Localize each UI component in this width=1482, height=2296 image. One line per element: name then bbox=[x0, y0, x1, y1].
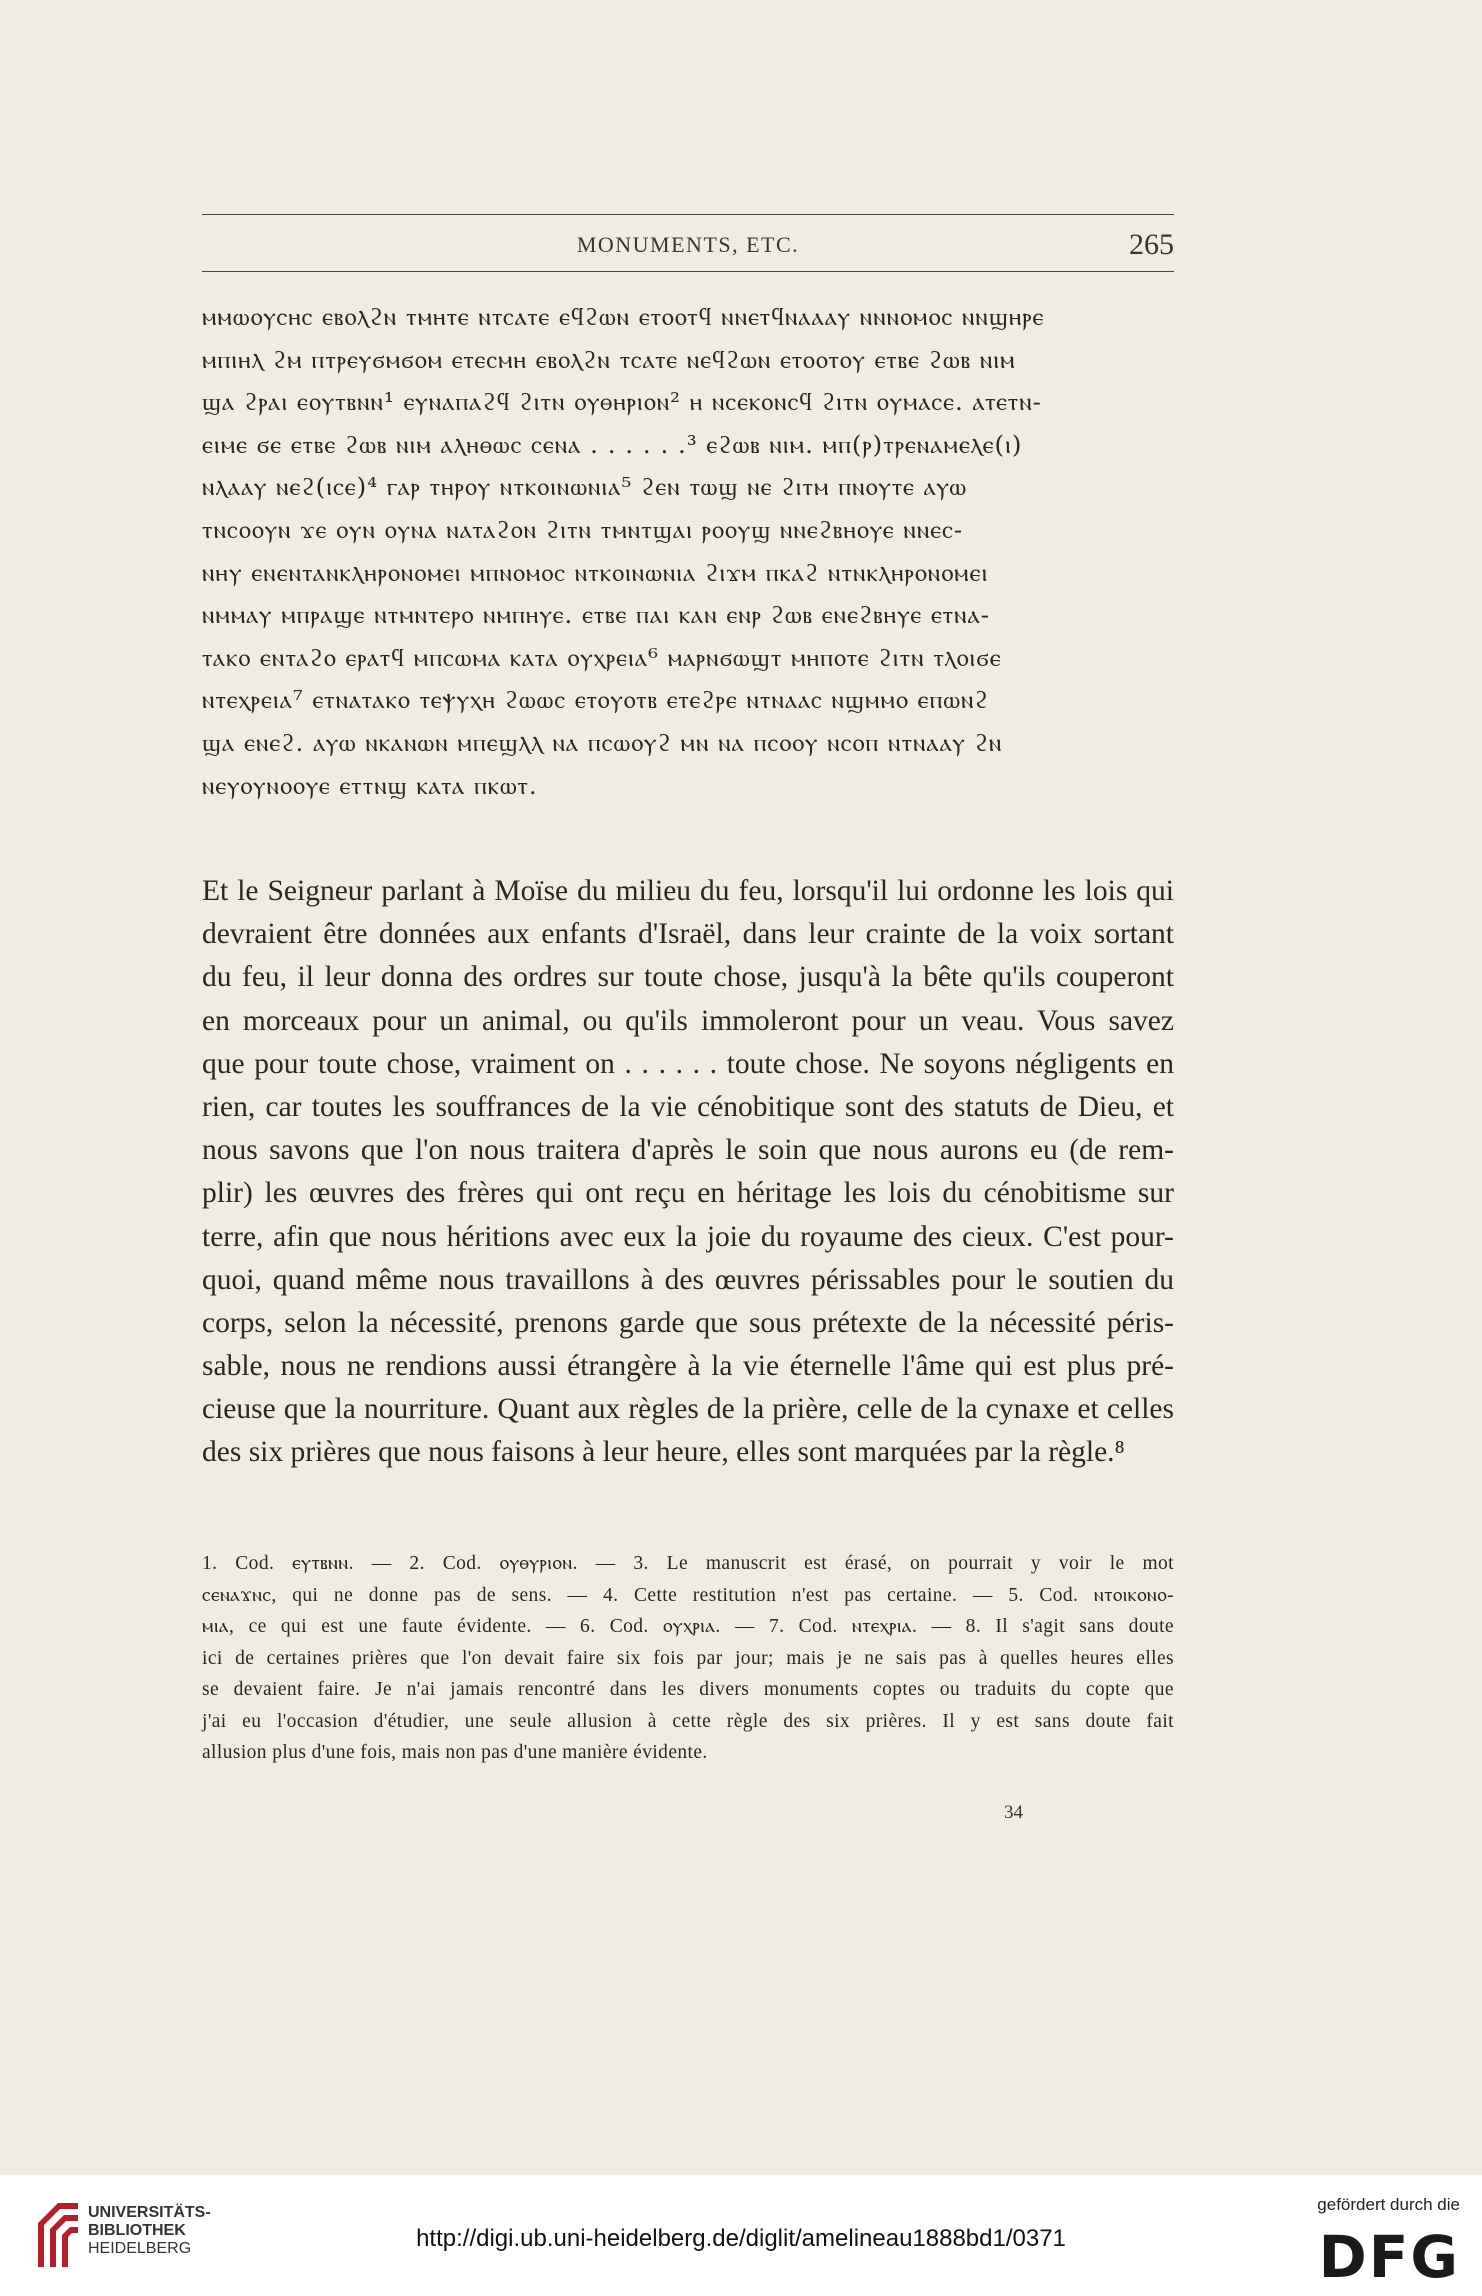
library-name-line: BIBLIOTHEK bbox=[88, 2222, 186, 2239]
footnote-line: 1. Cod. ⲉⲩⲧⲃⲛⲛ. — 2. Cod. ⲟⲩⲑⲩⲣⲓⲟⲛ. — 3. Le manuscrit est érasé, on pourrait y voir le mot bbox=[202, 1553, 1174, 1574]
french-line: Et le Seigneur parlant à Moïse du milieu du feu, lorsqu'il lui ordonne les lois qui bbox=[202, 875, 1174, 907]
coptic-line: ⲛⲗⲁⲁⲩ ⲛⲉϩ(ⲓⲥⲉ)⁴ ⲅⲁⲣ ⲧⲏⲣⲟⲩ ⲛⲧⲕⲟⲓⲛⲱⲛⲓⲁ⁵ ϩⲉⲛ ⲧⲱϣ ⲛⲉ ϩⲓⲧⲙ ⲡⲛⲟⲩⲧⲉ ⲁⲩⲱ bbox=[202, 472, 968, 502]
coptic-line: ⲛⲉⲩⲟⲩⲛⲟⲟⲩⲉ ⲉⲧⲧⲛϣ ⲕⲁⲧⲁ ⲡⲕⲱⲧ. bbox=[202, 770, 538, 800]
coptic-line: ⲧⲁⲕⲟ ⲉⲛⲧⲁϩⲟ ⲉⲣⲁⲧϥ ⲙⲡⲥⲱⲙⲁ ⲕⲁⲧⲁ ⲟⲩⲭⲣⲉⲓⲁ⁶ ⲙⲁⲣⲛϭⲱϣⲧ ⲙⲏⲡⲟⲧⲉ ϩⲓⲧⲛ ⲧⲗⲟⲓϭⲉ bbox=[202, 642, 1002, 672]
french-line: terre, afin que nous héritions avec eux la joie du royaume des cieux. C'est pour- bbox=[202, 1220, 1174, 1253]
coptic-line: ⲙⲡⲓⲏⲗ ϩⲙ ⲡⲧⲣⲉⲩϭⲙϭⲟⲙ ⲉⲧⲉⲥⲙⲏ ⲉⲃⲟⲗϩⲛ ⲧⲥⲁⲧⲉ ⲛⲉϥϩⲱⲛ ⲉⲧⲟⲟⲧⲟⲩ ⲉⲧⲃⲉ ϩⲱⲃ ⲛⲓⲙ bbox=[202, 344, 1016, 374]
french-line: en morceaux pour un animal, ou qu'ils immoleront pour un veau. Vous savez bbox=[202, 1004, 1174, 1037]
dfg-logo: DFG bbox=[1318, 2223, 1460, 2291]
french-line: nous savons que l'on nous traitera d'après le soin que nous aurons eu (de rem- bbox=[202, 1134, 1174, 1167]
source-url-link[interactable]: http://digi.ub.uni-heidelberg.de/diglit/amelineau1888bd1/0371 bbox=[416, 2225, 1066, 2252]
french-line: rien, car toutes les souffrances de la vie cénobitique sont des statuts de Dieu, et bbox=[202, 1090, 1174, 1123]
french-line: plir) les œuvres des frères qui ont reçu en héritage les lois du cénobitisme sur bbox=[202, 1177, 1174, 1210]
footnotes-block bbox=[202, 1548, 1174, 1769]
french-line: du feu, il leur donna des ordres sur toute chose, jusqu'à la bête qu'ils couperont bbox=[202, 961, 1174, 994]
header-bottom-rule bbox=[202, 271, 1174, 272]
footnote-line: allusion plus d'une fois, mais non pas d'une manière évidente. bbox=[202, 1742, 708, 1763]
page-number: 265 bbox=[1129, 228, 1174, 261]
coptic-line: ϣⲁ ⲉⲛⲉϩ. ⲁⲩⲱ ⲛⲕⲁⲛⲱⲛ ⲙⲡⲉϣⲗⲗ ⲛⲁ ⲡⲥⲱⲟⲩϩ ⲙⲛ ⲛⲁ ⲡⲥⲟⲟⲩ ⲛⲥⲟⲡ ⲛⲧⲛⲁⲁⲩ ϩⲛ bbox=[202, 727, 1003, 757]
coptic-line: ⲧⲛⲥⲟⲟⲩⲛ ϫⲉ ⲟⲩⲛ ⲟⲩⲛⲁ ⲛⲁⲧⲁϩⲟⲛ ϩⲓⲧⲛ ⲧⲙⲛⲧϣⲁⲓ ⲣⲟⲟⲩϣ ⲛⲛⲉϩⲃⲏⲟⲩⲉ ⲛⲛⲉⲥ- bbox=[202, 514, 964, 544]
footnote-line: ⲥⲉⲛⲁϫⲛⲥ, qui ne donne pas de sens. — 4. Cette restitution n'est pas certaine. — 5. Cod. ⲛⲧⲟⲓⲕⲟⲛⲟ- bbox=[202, 1584, 1174, 1606]
french-line: quoi, quand même nous travaillons à des œuvres périssables pour le soutien du bbox=[202, 1263, 1174, 1296]
running-head bbox=[202, 226, 1174, 262]
french-line: des six prières que nous faisons à leur heure, elles sont marquées par la règle.⁸ bbox=[202, 1436, 1125, 1469]
library-name-line: HEIDELBERG bbox=[88, 2240, 192, 2257]
footnote-line: ⲙⲓⲁ, ce qui est une faute évidente. — 6. Cod. ⲟⲩⲭⲣⲓⲁ. — 7. Cod. ⲛⲧⲉⲭⲣⲓⲁ. — 8. Il s'agit sans doute bbox=[202, 1616, 1174, 1637]
coptic-line: ⲛⲧⲉⲭⲣⲉⲓⲁ⁷ ⲉⲧⲛⲁⲧⲁⲕⲟ ⲧⲉⲯⲩⲭⲏ ϩⲱⲱⲥ ⲉⲧⲟⲩⲟⲧⲃ ⲉⲧⲉϩⲣⲉ ⲛⲧⲛⲁⲁⲥ ⲛϣⲙⲙⲟ ⲉⲡⲱⲛϩ bbox=[202, 685, 989, 715]
french-line: que pour toute chose, vraiment on . . . . . . toute chose. Ne soyons négligents en bbox=[202, 1047, 1174, 1080]
french-line: sable, nous ne rendions aussi étrangère à la vie éternelle l'âme qui est plus pré- bbox=[202, 1350, 1174, 1383]
french-line: corps, selon la nécessité, prenons garde que sous prétexte de la nécessité péris- bbox=[202, 1306, 1174, 1339]
funding-label: gefördert durch die bbox=[1317, 2195, 1460, 2214]
footnote-line: ici de certaines prières que l'on devait faire six fois par jour; mais je ne sais pas à quelles heures elles bbox=[202, 1647, 1174, 1669]
coptic-line: ⲙⲙⲱⲟⲩⲥⲏⲥ ⲉⲃⲟⲗϩⲛ ⲧⲙⲏⲧⲉ ⲛⲧⲥⲁⲧⲉ ⲉϥϩⲱⲛ ⲉⲧⲟⲟⲧϥ ⲛⲛⲉⲧϥⲛⲁⲁⲁⲩ ⲛⲛⲛⲟⲙⲟⲥ ⲛⲛϣⲏⲣⲉ bbox=[202, 302, 1045, 331]
footnote-line: se devaient faire. Je n'ai jamais rencontré dans les divers monuments coptes ou traduits du copte que bbox=[202, 1679, 1174, 1700]
running-title: MONUMENTS, ETC. bbox=[576, 232, 800, 257]
french-translation-block bbox=[202, 870, 1174, 1475]
signature-mark: 34 bbox=[1004, 1802, 1023, 1823]
footnote-line: j'ai eu l'occasion d'étudier, une seule allusion à cette règle des six prières. Il y est sans doute fait bbox=[202, 1710, 1174, 1732]
top-rule bbox=[202, 214, 1174, 215]
coptic-line: ϣⲁ ϩⲣⲁⲓ ⲉⲟⲩⲧⲃⲛⲛ¹ ⲉⲩⲛⲁⲡⲁϩϥ ϩⲓⲧⲛ ⲟⲩⲑⲏⲣⲓⲟⲛ² ⲏ ⲛⲥⲉⲕⲟⲛⲥϥ ϩⲓⲧⲛ ⲟⲩⲙⲁⲥⲉ. ⲁⲧⲉⲧⲛ- bbox=[202, 387, 1042, 417]
coptic-line: ⲛⲙⲙⲁⲩ ⲙⲡⲣⲁϣⲉ ⲛⲧⲙⲛⲧⲉⲣⲟ ⲛⲙⲡⲏⲩⲉ. ⲉⲧⲃⲉ ⲡⲁⲓ ⲕⲁⲛ ⲉⲛⲣ ϩⲱⲃ ⲉⲛⲉϩⲃⲏⲩⲉ ⲉⲧⲛⲁ- bbox=[202, 600, 991, 630]
digitization-footer bbox=[0, 2175, 1482, 2296]
coptic-text-block bbox=[202, 296, 1174, 807]
coptic-line: ⲛⲏⲩ ⲉⲛⲉⲛⲧⲁⲛⲕⲗⲏⲣⲟⲛⲟⲙⲉⲓ ⲙⲡⲛⲟⲙⲟⲥ ⲛⲧⲕⲟⲓⲛⲱⲛⲓⲁ ϩⲓϫⲙ ⲡⲕⲁϩ ⲛⲧⲛⲕⲗⲏⲣⲟⲛⲟⲙⲉⲓ bbox=[202, 557, 989, 587]
french-line: cieuse que la nourriture. Quant aux règles de la prière, celle de la cynaxe et celles bbox=[202, 1393, 1174, 1426]
french-line: devraient être données aux enfants d'Israël, dans leur crainte de la voix sortant bbox=[202, 918, 1174, 951]
coptic-line: ⲉⲓⲙⲉ ϭⲉ ⲉⲧⲃⲉ ϩⲱⲃ ⲛⲓⲙ ⲁⲗⲏⲑⲱⲥ ⲥⲉⲛⲁ . . . . . .³ ⲉϩⲱⲃ ⲛⲓⲙ. ⲙⲡ(ⲣ)ⲧⲣⲉⲛⲁⲙⲉⲗⲉ(ⲓ) bbox=[202, 429, 1023, 459]
library-name-line: UNIVERSITÄTS- bbox=[88, 2204, 211, 2221]
